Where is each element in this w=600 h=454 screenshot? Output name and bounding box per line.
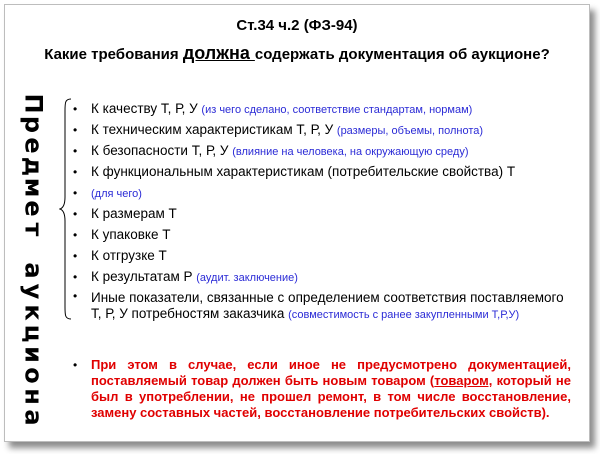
bullet: •	[73, 123, 78, 137]
bullet: •	[73, 270, 78, 284]
bullet: •	[73, 144, 78, 158]
bullet: •	[73, 228, 78, 242]
item-text: К результатам Р	[91, 269, 197, 284]
word1-letter: е	[19, 137, 48, 154]
item-text: Иные показатели, связанные с определением соответствия поставляемого Т, Р, У потребностям заказчика	[91, 290, 564, 321]
item-note: (из чего сделано, соответствие стандартам, нормам)	[201, 104, 473, 116]
vertical-label	[11, 93, 55, 428]
word1-letter: т	[19, 222, 48, 237]
bullet: •	[73, 249, 78, 263]
item-note: (совместимость с ранее закупленными Т,Р,У)	[288, 309, 520, 321]
slide-subtitle	[5, 43, 589, 64]
word2-letter: о	[19, 367, 48, 384]
list-item	[71, 288, 571, 325]
bullet: •	[73, 358, 78, 372]
list-item	[71, 267, 571, 288]
bullet: •	[73, 207, 78, 221]
word1-letter: е	[19, 200, 48, 217]
warning-item	[71, 357, 571, 421]
list-item	[71, 204, 571, 225]
list-item	[71, 162, 571, 183]
word1-letter: р	[19, 115, 48, 134]
warning-underlined: товаром,	[434, 373, 493, 388]
subtitle-text-after: содержать документация об аукционе?	[254, 46, 550, 63]
list-item	[71, 246, 571, 267]
word2-letter: а	[19, 262, 48, 279]
list-item	[71, 225, 571, 246]
bullet: •	[73, 165, 78, 179]
word2-letter: ц	[19, 324, 48, 343]
item-text: К отгрузке Т	[91, 248, 167, 263]
list-item	[71, 141, 571, 162]
requirements-list	[71, 99, 571, 325]
item-text: К упаковке Т	[91, 227, 171, 242]
bullet: •	[73, 102, 78, 116]
slide-title: Ст.34 ч.2 (ФЗ-94)	[236, 17, 358, 34]
word1-letter: д	[19, 156, 48, 177]
item-text: К качеству Т, Р, У	[91, 101, 202, 116]
list-item	[71, 120, 571, 141]
slide	[4, 4, 590, 442]
word2-letter: и	[19, 346, 48, 363]
warning-list	[71, 357, 571, 421]
word2-letter: н	[19, 388, 48, 405]
bullet: •	[73, 186, 78, 200]
item-note: (для чего)	[91, 188, 142, 200]
warning-text-2: который не был в употреблении, не прошел ремонт, в том числе восстановление, замену составных частей, восстановление потребительских свойств).	[91, 373, 571, 420]
subtitle-text-before: Какие требования	[44, 46, 183, 63]
word2-letter: у	[19, 283, 48, 300]
warning-text-1: При этом в случае, если иное не предусмотрено документацией, поставляемый товар должен быть новым товаром (	[91, 357, 571, 388]
item-note: (влияние на человека, на окружающую среду)	[232, 146, 469, 158]
word1-letter: м	[19, 177, 48, 198]
word1-letter: П	[19, 93, 48, 114]
item-text: К безопасности Т, Р, У	[91, 143, 233, 158]
item-text: К функциональным характеристикам (потребительские свойства) Т	[91, 164, 516, 179]
list-item	[71, 183, 571, 204]
word2-letter: а	[19, 409, 48, 426]
item-note: (размеры, объемы, полнота)	[336, 125, 484, 137]
word2-letter: к	[19, 304, 48, 321]
item-text: К техническим характеристикам Т, Р, У	[91, 122, 337, 137]
list-item	[71, 99, 571, 120]
item-note: (аудит. заключение)	[196, 272, 298, 284]
bullet: •	[73, 289, 78, 303]
subtitle-emphasis: должна	[182, 43, 255, 63]
item-text: К размерам Т	[91, 206, 177, 221]
